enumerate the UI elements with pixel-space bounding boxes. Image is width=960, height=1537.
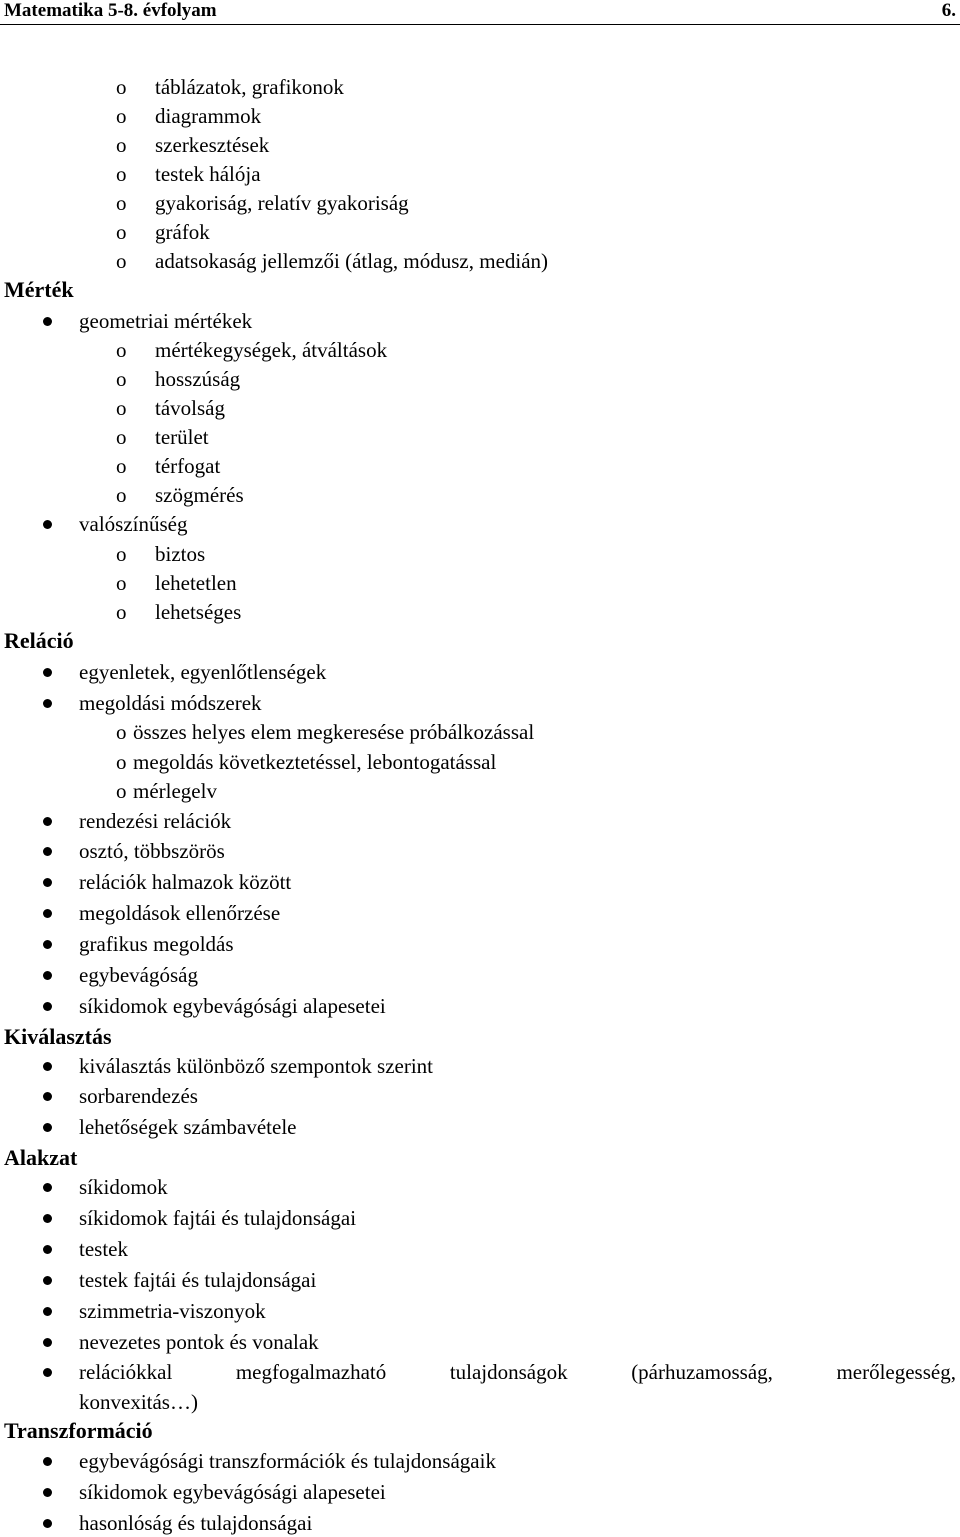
word: merőlegesség, — [836, 1360, 956, 1384]
section-heading — [0, 628, 960, 654]
sub-item — [0, 74, 960, 100]
circle-bullet-icon: o — [116, 454, 127, 478]
bullet-icon — [43, 847, 52, 856]
sub-item — [0, 132, 960, 158]
section-heading — [0, 277, 960, 303]
sub-item-text: lehetetlen — [155, 571, 237, 595]
bullet-item — [0, 931, 960, 957]
bullet-item — [0, 690, 960, 716]
bullet-text: nevezetes pontok és vonalak — [79, 1330, 319, 1354]
bullet-icon — [43, 1276, 52, 1285]
bullet-icon — [43, 1307, 52, 1316]
sub-item-text: szerkesztések — [155, 133, 270, 157]
heading-text: Reláció — [4, 628, 74, 653]
word: (párhuzamosság, — [631, 1360, 773, 1384]
bullet-item — [0, 993, 960, 1019]
bullet-text: hasonlóság és tulajdonságai — [79, 1511, 313, 1535]
sub-item-text: biztos — [155, 542, 206, 566]
bullet-item — [0, 962, 960, 988]
bullet-item — [0, 869, 960, 895]
bullet-item — [0, 659, 960, 685]
bullet-item — [0, 1359, 960, 1385]
bullet-icon — [43, 1368, 52, 1377]
sub-item — [0, 778, 960, 804]
bullet-icon — [43, 317, 52, 326]
bullet-icon — [43, 878, 52, 887]
sub-item-text: táblázatok, grafikonok — [155, 75, 344, 99]
bullet-text: egyenletek, egyenlőtlenségek — [79, 660, 327, 684]
bullet-text: testek fajtái és tulajdonságai — [79, 1268, 317, 1292]
bullet-text: valószínűség — [79, 512, 188, 536]
word: tulajdonságok — [449, 1360, 568, 1384]
section-heading — [0, 1418, 960, 1444]
bullet-item — [0, 808, 960, 834]
sub-item-text: testek hálója — [155, 162, 261, 186]
bullet-text — [79, 1359, 956, 1385]
bullet-icon — [43, 668, 52, 677]
heading-text: Mérték — [4, 277, 74, 302]
bullet-text: egybevágóság — [79, 963, 198, 987]
sub-item-text: adatsokaság jellemzői (átlag, módusz, medián) — [155, 249, 549, 273]
bullet-text: testek — [79, 1237, 128, 1261]
bullet-icon — [43, 1002, 52, 1011]
bullet-text: grafikus megoldás — [79, 932, 234, 956]
circle-bullet-icon: o — [116, 542, 127, 566]
bullet-icon — [43, 520, 52, 529]
sub-item — [0, 424, 960, 450]
sub-item — [0, 161, 960, 187]
bullet-text: relációk halmazok között — [79, 870, 292, 894]
page-number: 6. — [941, 0, 956, 21]
bullet-text: lehetőségek számbavétele — [79, 1115, 297, 1139]
circle-bullet-icon: o — [116, 483, 127, 507]
bullet-icon — [43, 1245, 52, 1254]
bullet-icon — [43, 940, 52, 949]
sub-item-text: gráfok — [155, 220, 210, 244]
bullet-item — [0, 1329, 960, 1355]
bullet-item — [0, 1205, 960, 1231]
bullet-icon — [43, 817, 52, 826]
word: megfogalmazható — [235, 1360, 387, 1384]
sub-item-text: diagrammok — [155, 104, 262, 128]
bullet-icon — [43, 1214, 52, 1223]
circle-bullet-icon: o — [116, 104, 127, 128]
bullet-item — [0, 1174, 960, 1200]
bullet-text: konvexitás…) — [79, 1390, 198, 1414]
bullet-item — [0, 1298, 960, 1324]
page-header — [0, 0, 960, 25]
bullet-continuation — [0, 1389, 960, 1415]
sub-item — [0, 103, 960, 129]
sub-item-text: térfogat — [155, 454, 221, 478]
circle-bullet-icon: o — [116, 720, 127, 744]
sub-item — [0, 599, 960, 625]
section-heading — [0, 1024, 960, 1050]
sub-item-text: terület — [155, 425, 209, 449]
word: relációkkal — [79, 1360, 173, 1384]
bullet-text: síkidomok fajtái és tulajdonságai — [79, 1206, 357, 1230]
bullet-item — [0, 1479, 960, 1505]
bullet-icon — [43, 971, 52, 980]
bullet-item — [0, 511, 960, 537]
bullet-item — [0, 1236, 960, 1262]
bullet-icon — [43, 1519, 52, 1528]
bullet-item — [0, 1083, 960, 1109]
circle-bullet-icon: o — [116, 571, 127, 595]
sub-item-text: mérlegelv — [133, 779, 217, 803]
sub-item-text: lehetséges — [155, 600, 242, 624]
circle-bullet-icon: o — [116, 750, 127, 774]
sub-item — [0, 190, 960, 216]
circle-bullet-icon: o — [116, 75, 127, 99]
sub-item-text: szögmérés — [155, 483, 244, 507]
circle-bullet-icon: o — [116, 133, 127, 157]
bullet-icon — [43, 1062, 52, 1071]
circle-bullet-icon: o — [116, 162, 127, 186]
bullet-icon — [43, 1338, 52, 1347]
circle-bullet-icon: o — [116, 425, 127, 449]
bullet-text: sorbarendezés — [79, 1084, 198, 1108]
bullet-icon — [43, 699, 52, 708]
sub-item — [0, 248, 960, 274]
sub-item-text: összes helyes elem megkeresése próbálkozással — [133, 720, 535, 744]
heading-text: Transzformáció — [4, 1418, 153, 1443]
sub-item-text: távolság — [155, 396, 225, 420]
bullet-text: egybevágósági transzformációk és tulajdonságaik — [79, 1449, 496, 1473]
bullet-text: kiválasztás különböző szempontok szerint — [79, 1054, 433, 1078]
sub-item — [0, 749, 960, 775]
circle-bullet-icon: o — [116, 249, 127, 273]
circle-bullet-icon: o — [116, 338, 127, 362]
heading-text: Kiválasztás — [4, 1024, 112, 1049]
circle-bullet-icon: o — [116, 220, 127, 244]
sub-item — [0, 570, 960, 596]
heading-text: Alakzat — [4, 1145, 78, 1170]
bullet-text: síkidomok — [79, 1175, 168, 1199]
sub-item — [0, 395, 960, 421]
sub-item — [0, 719, 960, 745]
bullet-item — [0, 1267, 960, 1293]
bullet-text: geometriai mértékek — [79, 309, 253, 333]
sub-item-text: megoldás következtetéssel, lebontogatással — [133, 750, 497, 774]
sub-item-text: gyakoriság, relatív gyakoriság — [155, 191, 409, 215]
bullet-text: síkidomok egybevágósági alapesetei — [79, 994, 386, 1018]
bullet-icon — [43, 909, 52, 918]
sub-item-text: mértékegységek, átváltások — [155, 338, 388, 362]
circle-bullet-icon: o — [116, 191, 127, 215]
circle-bullet-icon: o — [116, 600, 127, 624]
bullet-item — [0, 1448, 960, 1474]
bullet-icon — [43, 1183, 52, 1192]
bullet-text: megoldások ellenőrzése — [79, 901, 281, 925]
bullet-item — [0, 838, 960, 864]
section-heading — [0, 1145, 960, 1171]
bullet-text: síkidomok egybevágósági alapesetei — [79, 1480, 386, 1504]
sub-item — [0, 366, 960, 392]
bullet-item — [0, 1053, 960, 1079]
circle-bullet-icon: o — [116, 396, 127, 420]
bullet-text: szimmetria-viszonyok — [79, 1299, 266, 1323]
bullet-text: megoldási módszerek — [79, 691, 262, 715]
bullet-icon — [43, 1488, 52, 1497]
bullet-text: rendezési relációk — [79, 809, 232, 833]
sub-item — [0, 541, 960, 567]
bullet-item — [0, 900, 960, 926]
header-title: Matematika 5-8. évfolyam — [4, 0, 217, 21]
bullet-item — [0, 1510, 960, 1536]
sub-item — [0, 482, 960, 508]
bullet-icon — [43, 1092, 52, 1101]
bullet-icon — [43, 1457, 52, 1466]
bullet-icon — [43, 1123, 52, 1132]
circle-bullet-icon: o — [116, 779, 127, 803]
circle-bullet-icon: o — [116, 367, 127, 391]
bullet-item — [0, 308, 960, 334]
sub-item — [0, 219, 960, 245]
sub-item-text: hosszúság — [155, 367, 241, 391]
bullet-item — [0, 1114, 960, 1140]
bullet-text: osztó, többszörös — [79, 839, 225, 863]
sub-item — [0, 337, 960, 363]
sub-item — [0, 453, 960, 479]
